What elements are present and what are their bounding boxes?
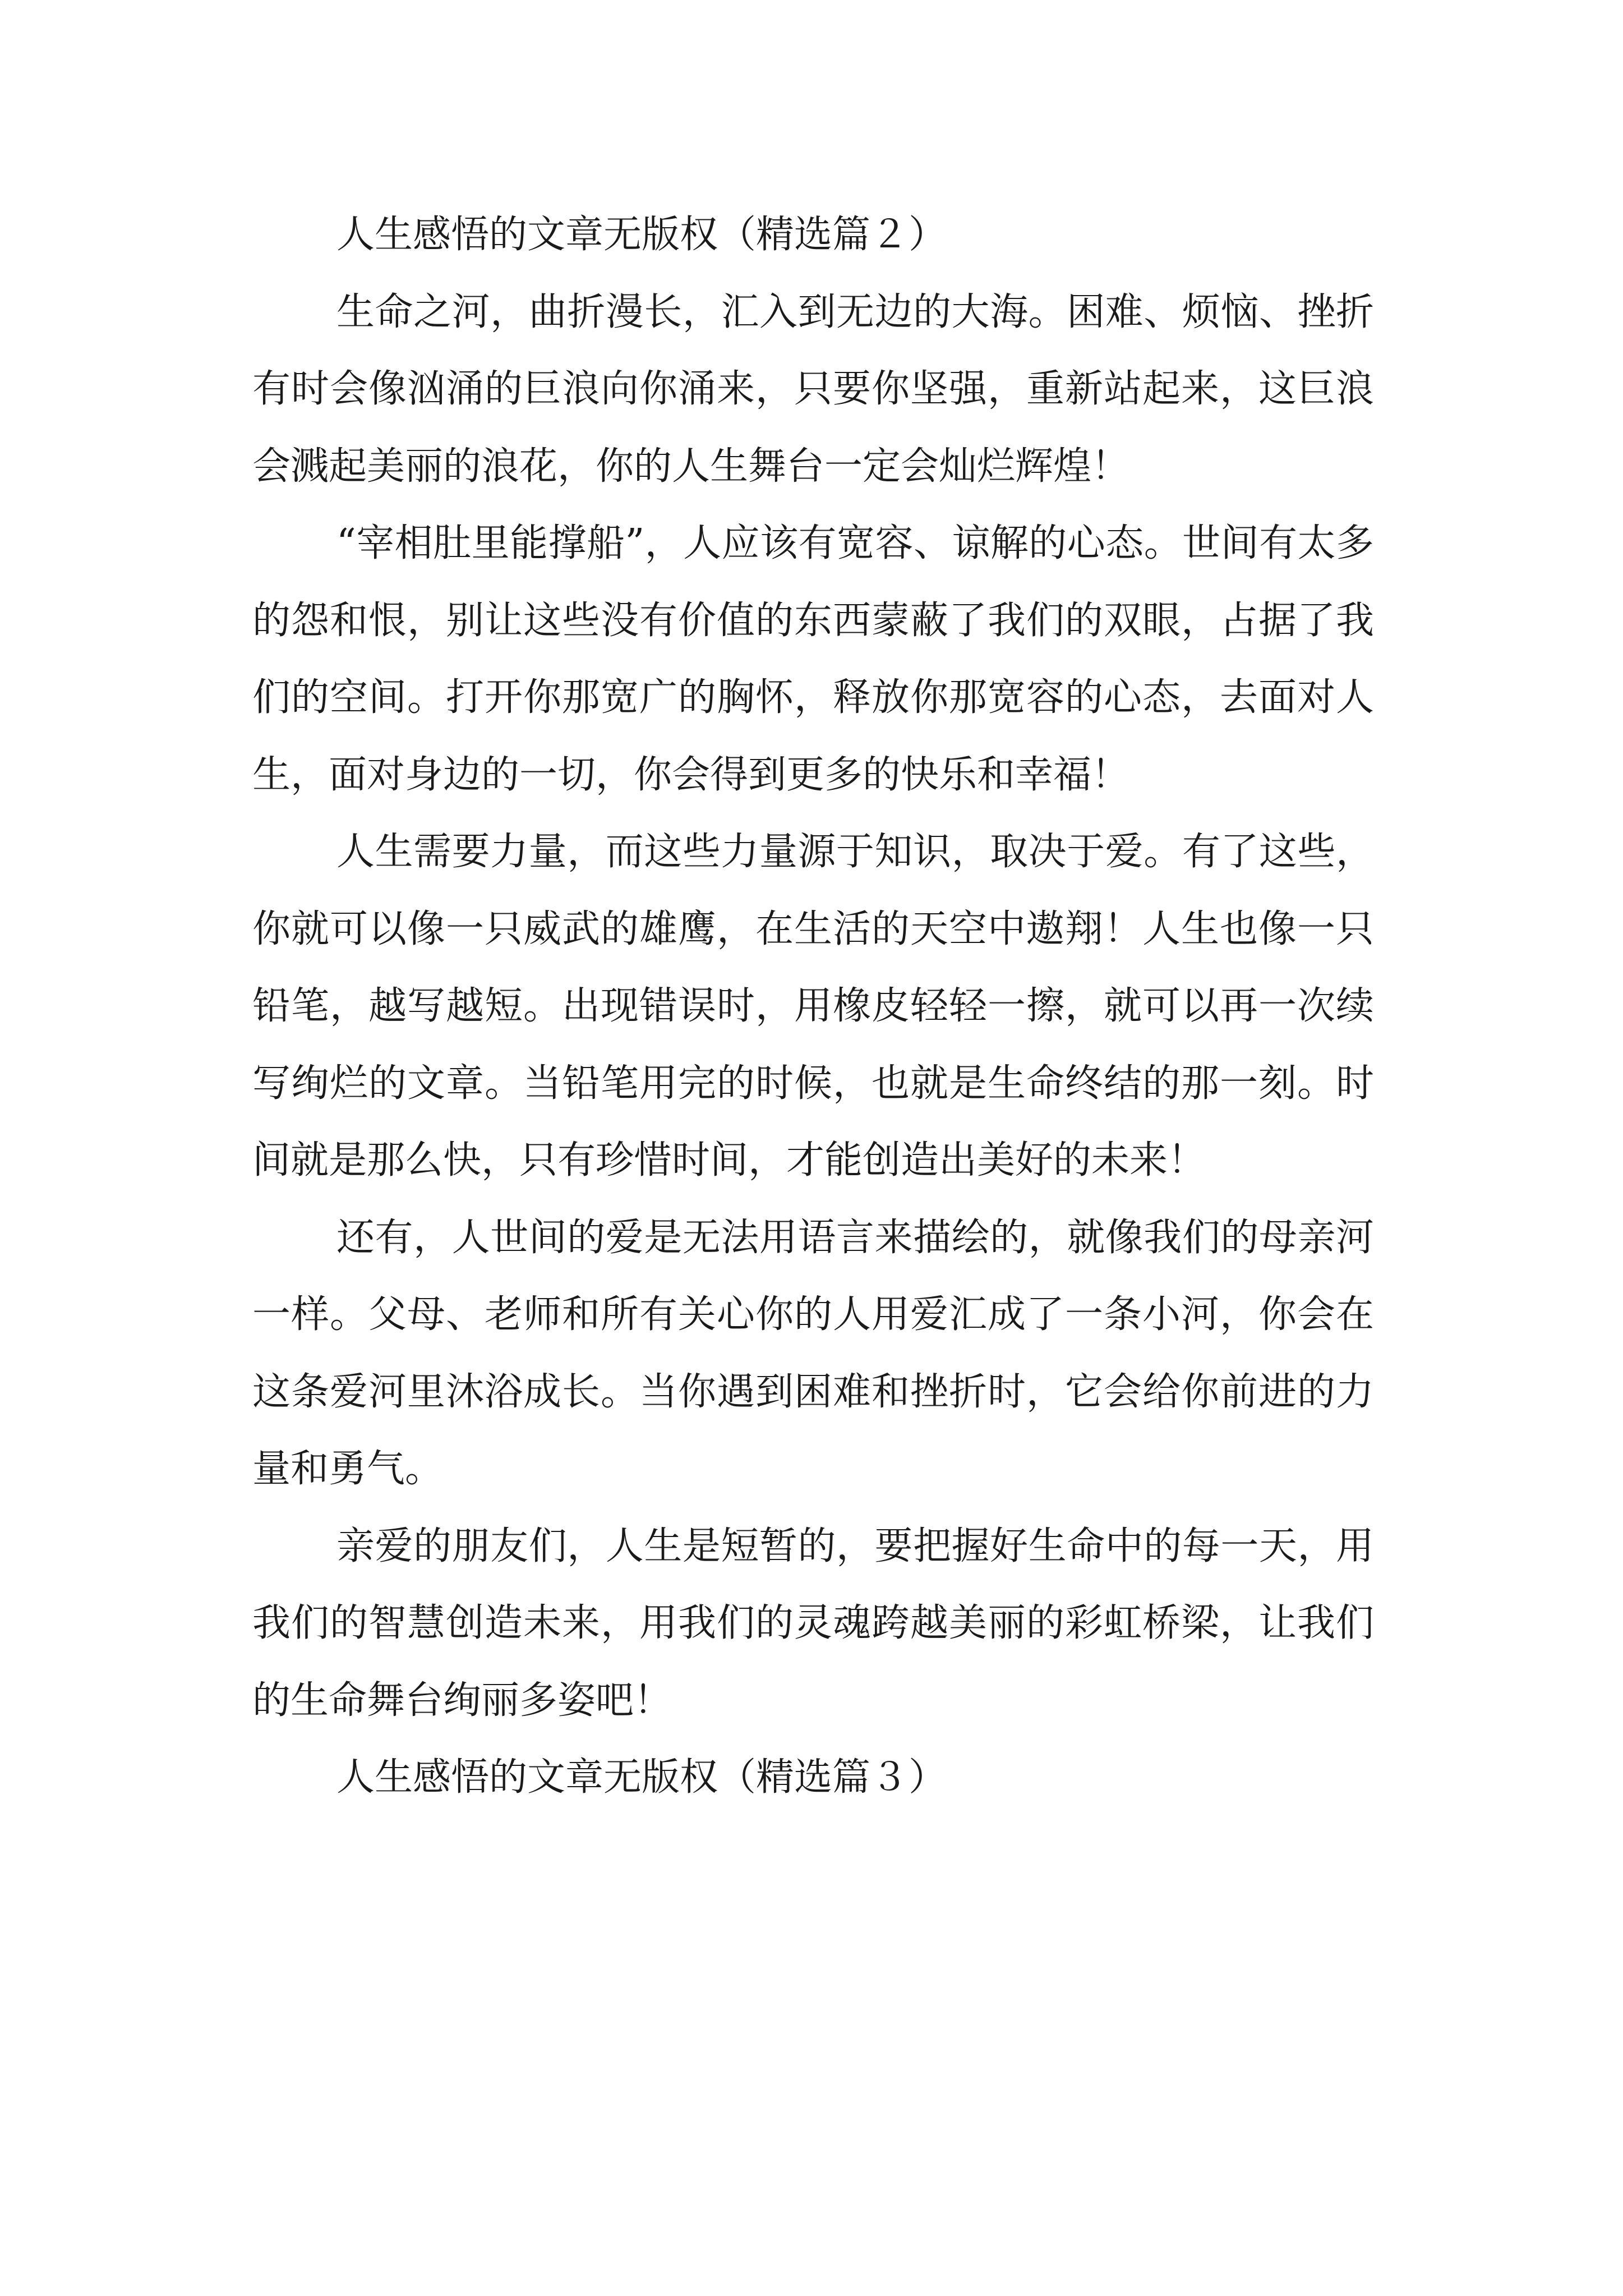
document-body (252, 196, 1374, 1816)
paragraph-3: 人生需要力量，而这些力量源于知识，取决于爱。有了这些，你就可以像一只威武的雄鹰，在生活的天空中遨翔！人生也像一只铅笔，越写越短。出现错误时，用橡皮轻轻一擦，就可以再一次续写绚烂的文章。当铅笔用完的时候，也就是生命终结的那一刻。时间就是那么快，只有珍惜时间，才能创造出美好的未来！ (252, 830, 1374, 1182)
paragraph-5: 亲爱的朋友们，人生是短暂的，要把握好生命中的每一天，用我们的智慧创造未来，用我们的灵魂跨越美丽的彩虹桥梁，让我们的生命舞台绚丽多姿吧！ (252, 1524, 1374, 1723)
paragraph-1: 生命之河，曲折漫长，汇入到无边的大海。困难、烦恼、挫折有时会像汹涌的巨浪向你涌来，只要你坚强，重新站起来，这巨浪会溅起美丽的浪花，你的人生舞台一定会灿烂辉煌！ (252, 289, 1374, 489)
paragraph-2: “宰相肚里能撑船”，人应该有宽容、谅解的心态。世间有太多的怨和恨，别让这些没有价值的东西蒙蔽了我们的双眼，占据了我们的空间。打开你那宽广的胸怀，释放你那宽容的心态，去面对人生，面对身边的一切，你会得到更多的快乐和幸福！ (252, 521, 1374, 797)
section-heading-3: 人生感悟的文章无版权（精选篇３） (336, 1755, 947, 1800)
paragraph-4: 还有，人世间的爱是无法用语言来描绘的，就像我们的母亲河一样。父母、老师和所有关心你的人用爱汇成了一条小河，你会在这条爱河里沐浴成长。当你遇到困难和挫折时，它会给你前进的力量和勇气。 (252, 1215, 1374, 1491)
section-heading-2: 人生感悟的文章无版权（精选篇２） (336, 213, 947, 257)
